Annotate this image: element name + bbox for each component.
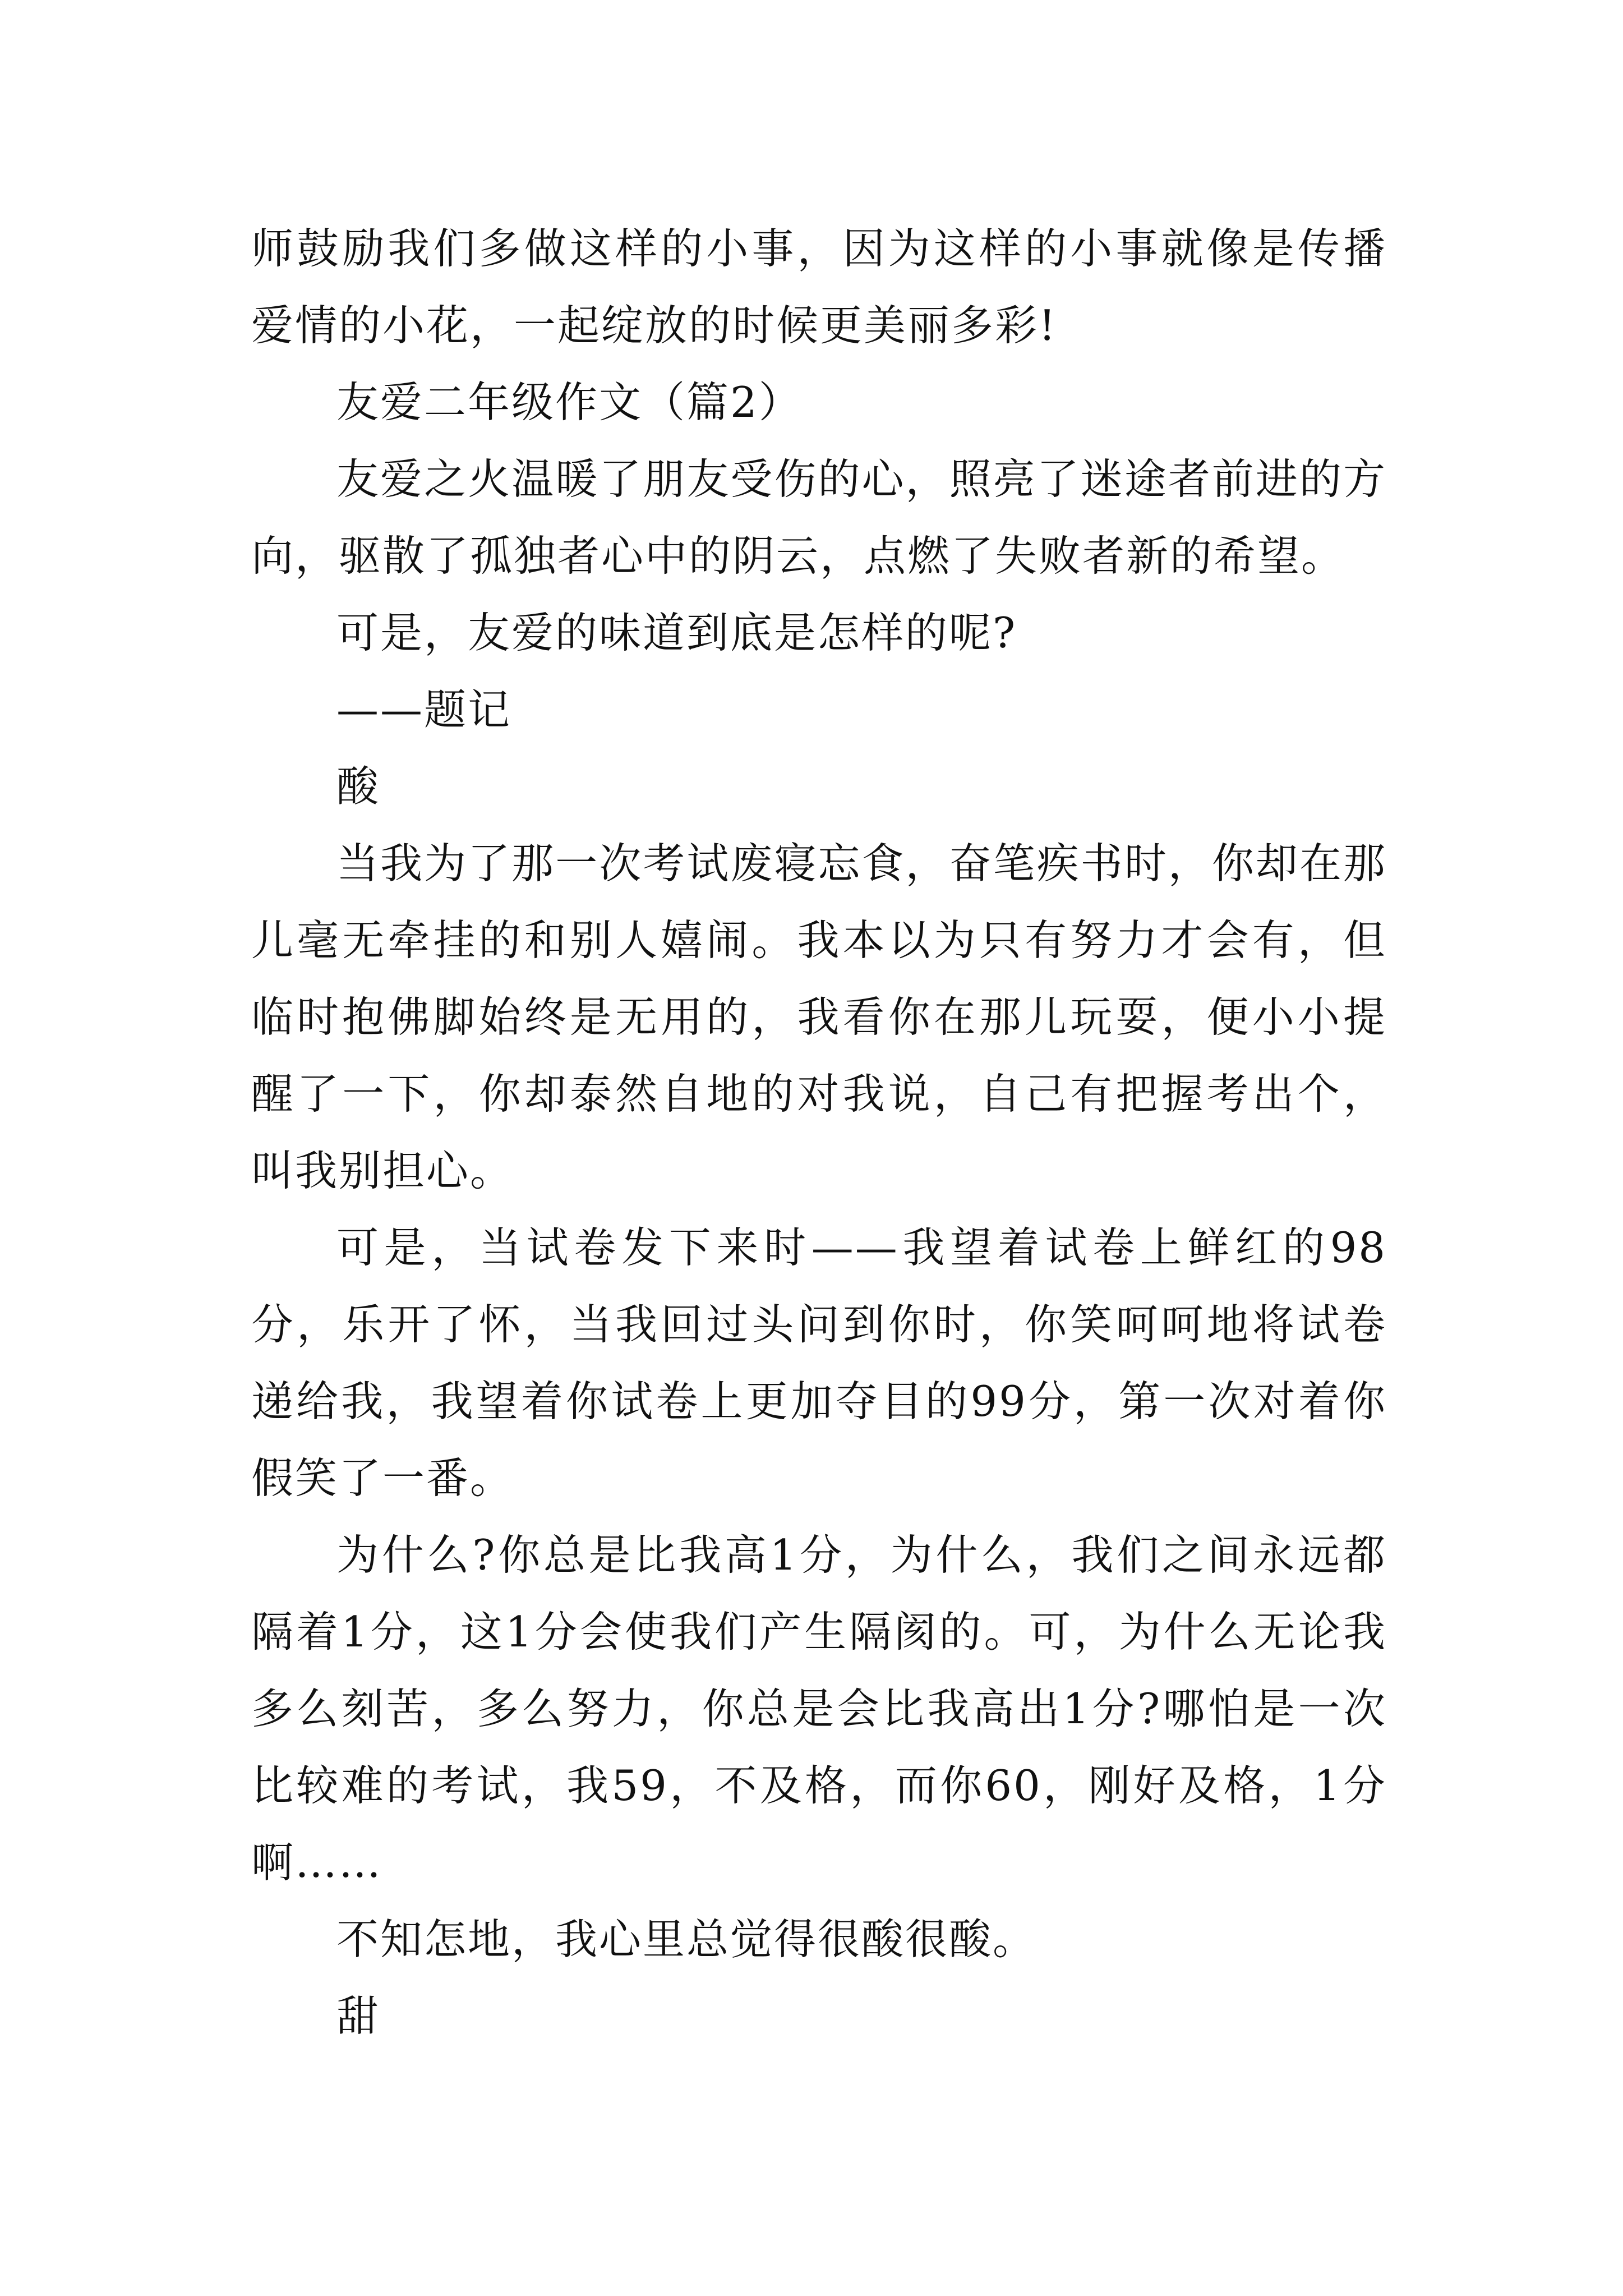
paragraph-continuation: 师鼓励我们多做这样的小事，因为这样的小事就像是传播爱情的小花，一起绽放的时候更美丽多彩! (251, 224, 1387, 350)
paragraph-intro: 友爱之火温暖了朋友受伤的心，照亮了迷途者前进的方向，驱散了孤独者心中的阴云，点燃了失败者新的希望。 (251, 454, 1387, 581)
paragraph-body: 可是，当试卷发下来时——我望着试卷上鲜红的98分，乐开了怀，当我回过头问到你时，你笑呵呵地将试卷递给我，我望着你试卷上更加夺目的99分，第一次对着你假笑了一番。 (251, 1223, 1387, 1503)
paragraph-body: 不知怎地，我心里总觉得很酸很酸。 (336, 1915, 1037, 1964)
essay-heading: 友爱二年级作文（篇2） (336, 378, 803, 427)
paragraph-body: 当我为了那一次考试废寝忘食，奋笔疾书时，你却在那儿毫无牵挂的和别人嬉闹。我本以为只有努力才会有，但临时抱佛脚始终是无用的，我看你在那儿玩耍，便小小提醒了一下，你却泰然自地的对我说，自己有把握考出个，叫我别担心。 (251, 839, 1387, 1195)
paragraph-epigraph-source: ——题记 (336, 685, 512, 734)
document-body (251, 210, 1387, 2055)
paragraph-question: 可是，友爱的味道到底是怎样的呢? (336, 608, 1017, 657)
section-heading-sour: 酸 (336, 762, 381, 811)
paragraph-body: 为什么?你总是比我高1分，为什么，我们之间永远都隔着1分，这1分会使我们产生隔阂的。可，为什么无论我多么刻苦，多么努力，你总是会比我高出1分?哪怕是一次比较难的考试，我59，不及格，而你60，刚好及格，1分啊…… (251, 1530, 1387, 1887)
section-heading-sweet: 甜 (336, 1991, 381, 2041)
